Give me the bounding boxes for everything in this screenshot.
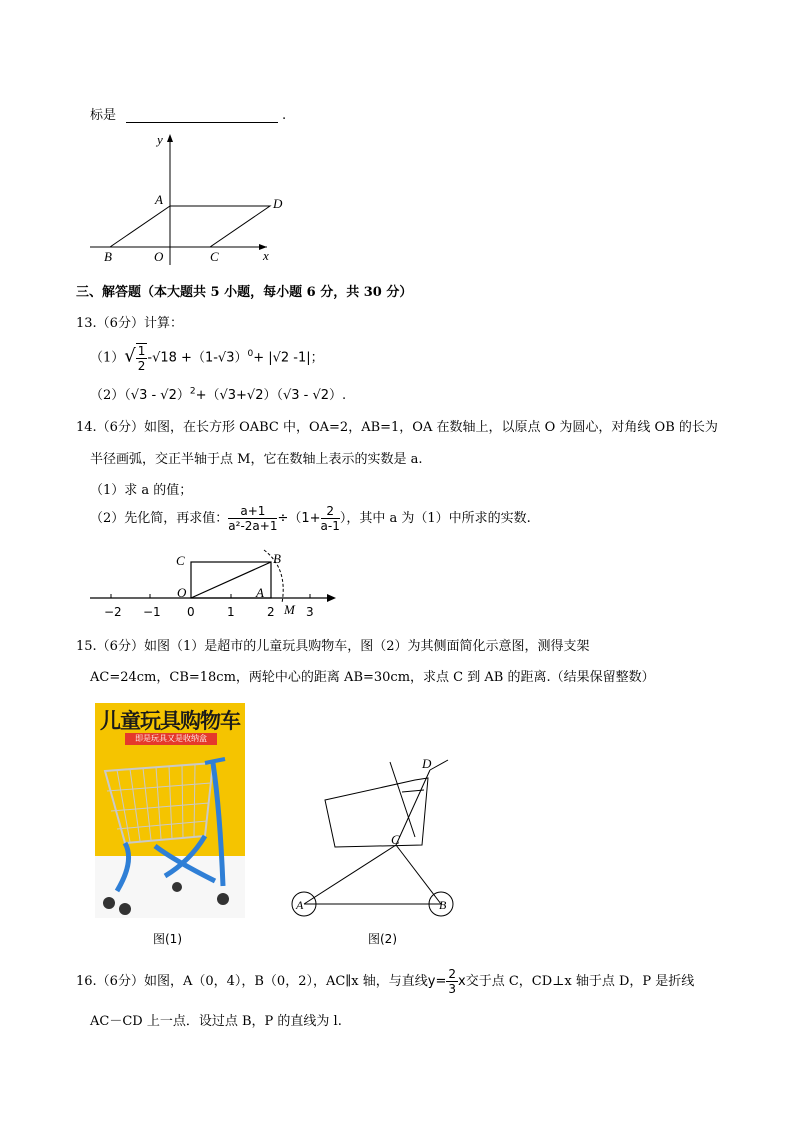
fig1-caption: 图(1) bbox=[153, 932, 182, 946]
q14-p2-post: ），其中 a 为（1）中所求的实数. bbox=[339, 511, 531, 526]
label-y: y bbox=[157, 132, 163, 147]
cart-photo bbox=[95, 703, 245, 918]
number-line-arrow bbox=[327, 594, 336, 602]
tick-label: 0 bbox=[187, 605, 195, 619]
label-C: C bbox=[391, 832, 400, 847]
tick-label: 3 bbox=[306, 605, 314, 619]
label-D: D bbox=[273, 196, 283, 211]
q14-part2 bbox=[90, 504, 531, 533]
frac-denominator: a-1 bbox=[320, 519, 340, 533]
cart-icon bbox=[95, 751, 245, 918]
q15-line1: 15.（6分）如图（1）是超市的儿童玩具购物车，图（2）为其侧面简化示意图，测得支架 bbox=[76, 639, 590, 654]
label-M: M bbox=[284, 602, 295, 617]
label-A: A bbox=[256, 585, 264, 600]
q14-p2-pre: （2）先化简，再求值： bbox=[90, 511, 229, 526]
frac-numerator: 2 bbox=[448, 967, 457, 981]
label-A: A bbox=[155, 192, 163, 207]
q12-text: 标是 bbox=[90, 108, 117, 123]
y-axis-arrow bbox=[167, 134, 173, 142]
sqrt-sign-icon: √ bbox=[124, 345, 136, 367]
strut-CA bbox=[304, 845, 396, 904]
q16-y: y= bbox=[427, 974, 447, 989]
label-A: A bbox=[296, 898, 304, 912]
q15-line2: AC=24cm，CB=18cm，两轮中心的距离 AB=30cm，求点 C 到 AB 的距离.（结果保留整数） bbox=[90, 670, 655, 685]
label-x: x bbox=[263, 248, 269, 263]
frac-denominator: 3 bbox=[448, 982, 457, 996]
label-C: C bbox=[176, 553, 185, 568]
frac-numerator: 2 bbox=[321, 504, 340, 519]
q13-p2-label: （2） bbox=[90, 388, 125, 403]
q16-frac bbox=[446, 967, 458, 996]
frac-denominator: 2 bbox=[137, 359, 146, 373]
q13-head: 13.（6分）计算： bbox=[76, 316, 183, 331]
q14-part1: （1）求 a 的值； bbox=[90, 483, 193, 498]
q12-end: . bbox=[282, 108, 287, 123]
front-strut bbox=[390, 762, 415, 837]
q13-p1-exp: 0 bbox=[247, 349, 254, 360]
fig2-caption: 图(2) bbox=[368, 932, 397, 946]
q13-p1-end: + |√2 -1|； bbox=[253, 350, 324, 366]
photo-subtitle: 即是玩具又是收纳盒 bbox=[125, 733, 217, 745]
q13-p2-end: +（√3+√2）（√3 - √2）. bbox=[195, 388, 347, 403]
section-title: 三、解答题（本大题共 5 小题，每小题 6 分，共 30 分） bbox=[76, 285, 413, 300]
label-D: D bbox=[422, 756, 432, 771]
q16-line1 bbox=[76, 967, 694, 996]
q15-figure2 bbox=[290, 752, 465, 922]
q16-post: 交于点 C，CD⊥x 轴于点 D，P 是折线 bbox=[465, 974, 695, 989]
tick-label: −1 bbox=[143, 605, 161, 619]
frac-denominator: a²-2a+1 bbox=[228, 519, 278, 533]
q13-p2-exp: 2 bbox=[189, 386, 196, 397]
q12-figure bbox=[85, 128, 285, 268]
frac-numerator: 1 bbox=[137, 344, 146, 358]
q13-p2-expr: （√3 - √2） bbox=[124, 388, 190, 403]
q13-p1-frac bbox=[136, 343, 148, 373]
label-B: B bbox=[273, 551, 281, 566]
q13-p1-rest: -√18 +（1-√3） bbox=[147, 350, 248, 366]
parallelogram bbox=[110, 206, 270, 247]
tick-label: −2 bbox=[104, 605, 122, 619]
q16-line2: AC－CD 上一点．设过点 B，P 的直线为 l. bbox=[90, 1014, 342, 1029]
tick-label: 1 bbox=[227, 605, 235, 619]
label-O: O bbox=[177, 585, 187, 600]
strut-CB bbox=[396, 845, 441, 904]
q16-pre: 16.（6分）如图，A（0，4），B（0，2），AC∥x 轴，与直线 bbox=[76, 974, 428, 989]
q14-line1: 14.（6分）如图，在长方形 OABC 中，OA=2，AB=1，OA 在数轴上，以原点 O 为圆心，对角线 OB 的长为 bbox=[76, 420, 718, 435]
q14-frac2 bbox=[321, 504, 340, 533]
q13-part1 bbox=[90, 343, 324, 373]
label-C: C bbox=[210, 249, 219, 264]
q13-part2 bbox=[90, 384, 346, 403]
label-B: B bbox=[439, 898, 447, 912]
answer-blank bbox=[126, 108, 278, 123]
label-B: B bbox=[104, 249, 112, 264]
q13-p1-label: （1） bbox=[90, 350, 125, 366]
q12-tail bbox=[90, 104, 286, 123]
photo-title: 儿童玩具购物车 bbox=[100, 709, 240, 733]
handle bbox=[430, 760, 448, 770]
tick-label: 2 bbox=[267, 605, 275, 619]
q14-p2-mid: ÷（1+ bbox=[277, 511, 321, 526]
q16-x: x bbox=[458, 974, 466, 989]
q14-line2: 半径画弧，交正半轴于点 M，它在数轴上表示的实数是 a. bbox=[90, 452, 423, 467]
q14-frac1 bbox=[228, 504, 277, 533]
frac-numerator: a+1 bbox=[228, 504, 277, 519]
q14-figure bbox=[88, 548, 348, 623]
label-O: O bbox=[154, 249, 164, 264]
